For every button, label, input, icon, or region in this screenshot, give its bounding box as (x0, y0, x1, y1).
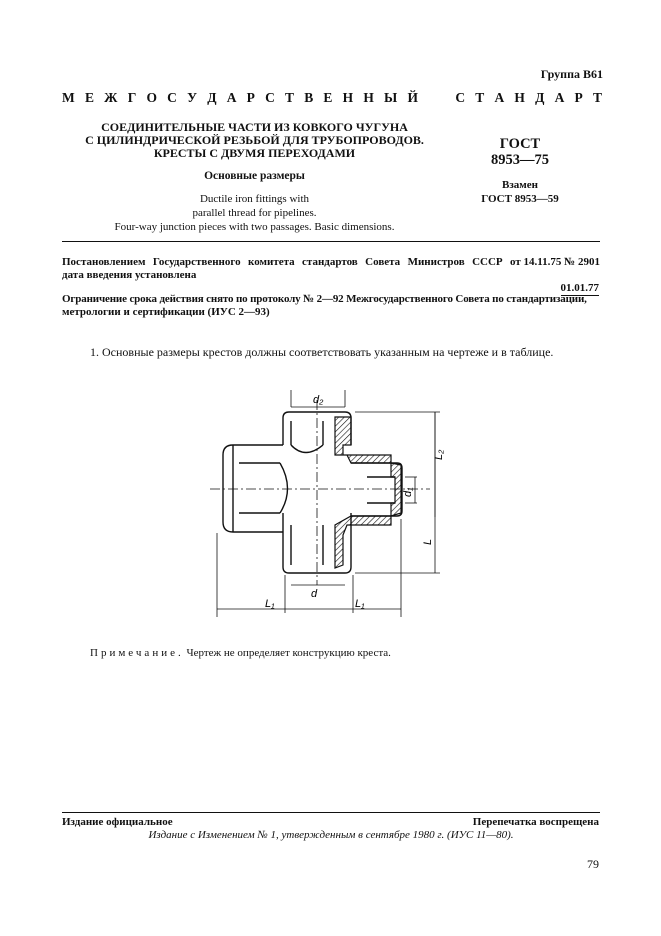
header-letter: Д (535, 90, 545, 105)
title-ru-subtitle: Основные размеры (204, 170, 305, 182)
header-letter: А (226, 90, 237, 105)
title-en-line-2: parallel thread for pipelines. (192, 207, 317, 219)
section-hatch-bottom (335, 516, 391, 568)
header-letter: Д (207, 90, 217, 105)
decree-line-2: дата введения установлена (62, 269, 197, 281)
decree-date-number: от 14.11.75 № 2901 (510, 256, 600, 268)
section-hatch-right (391, 463, 401, 516)
note (90, 647, 391, 659)
header-letter: А (554, 90, 565, 105)
header-letter: Р (574, 90, 583, 105)
section-hatch-top (335, 417, 391, 463)
paragraph-1: 1. Основные размеры крестов должны соответствовать указанным на чертеже и в таблице. (90, 345, 554, 359)
header-letter: Р (246, 90, 255, 105)
header-letter: С (265, 90, 275, 105)
header-letter: О (146, 90, 157, 105)
label-l1-left: L₁ (265, 598, 275, 610)
footer-reprint-prohibited: Перепечатка воспрещена (472, 816, 599, 828)
footer-divider (62, 812, 600, 813)
header-letter: Н (363, 90, 374, 105)
header-letter: А (494, 90, 505, 105)
label-l2: L₂ (433, 449, 445, 460)
header-divider (62, 241, 600, 242)
label-d: d (311, 588, 318, 600)
footer-official-edition: Издание официальное (62, 816, 173, 828)
title-block (62, 121, 447, 234)
header-letter: Е (323, 90, 333, 105)
restriction-line-2: метрологии и сертификации (ИУС 2—93) (62, 306, 270, 318)
header-letter: Г (127, 90, 137, 105)
header-letter: Ы (384, 90, 398, 105)
restriction (62, 293, 600, 319)
header-letter: Т (285, 90, 295, 105)
header-letter: Н (342, 90, 354, 105)
header-letter: Е (84, 90, 94, 105)
introduction-date: 01.01.77 (560, 282, 599, 294)
footer-amendment: Издание с Изменением № 1, утвержденным в сентябре 1980 г. (ИУС 11—80). (148, 829, 514, 841)
gost-number: 8953—75 (491, 152, 549, 168)
header-letter: С (167, 90, 177, 105)
decree-line-1 (62, 256, 600, 269)
title-ru-line-3: КРЕСТЫ С ДВУМЯ ПЕРЕХОДАМИ (153, 146, 356, 160)
header-letter: Т (592, 90, 602, 105)
label-l: L (422, 538, 434, 545)
label-d2: d₂ (313, 394, 324, 406)
fitting-outline (223, 412, 402, 573)
label-d1: d₁ (402, 487, 414, 497)
header-letter: Й (407, 90, 418, 105)
gost-block (455, 136, 585, 206)
title-en-line-3: Four-way junction pieces with two passages. Basic dimensions. (114, 221, 395, 233)
decree-word-2: Государственного (152, 256, 241, 268)
group-label: Группа В61 (540, 67, 603, 81)
decree-word-3: комитета (248, 256, 295, 268)
note-text: Чертеж не определяет конструкцию креста. (186, 647, 391, 659)
header-letter: М (62, 90, 75, 105)
header-letter (442, 90, 445, 106)
decree-word-4: стандартов (302, 256, 358, 268)
header-letter (428, 90, 431, 106)
decree-word-7: СССР (472, 256, 503, 268)
page-number: 79 (587, 857, 599, 871)
header-letter: С (455, 90, 466, 105)
decree-word-5: Совета (365, 256, 401, 268)
dimension-lines (217, 390, 440, 617)
decree-word-6: Министров (407, 256, 465, 268)
header-letter: Т (475, 90, 485, 105)
decree (62, 256, 600, 282)
replaces-label: Взамен (502, 179, 538, 191)
title-en-line-1: Ductile iron fittings with (199, 193, 310, 205)
header-letter: Ж (104, 90, 118, 105)
title-ru-line-2: С ЦИЛИНДРИЧЕСКОЙ РЕЗЬБОЙ ДЛЯ ТРУБОПРОВОДОВ. (85, 133, 424, 147)
interstate-standard-header (62, 90, 602, 106)
title-ru-line-1: СОЕДИНИТЕЛЬНЫЕ ЧАСТИ ИЗ КОВКОГО ЧУГУНА (101, 120, 408, 134)
note-label: Примечание. (90, 647, 184, 659)
replaces-value: ГОСТ 8953—59 (481, 193, 559, 205)
header-letter: У (187, 90, 198, 105)
label-l1-right: L₁ (355, 598, 365, 610)
cross-fitting-drawing (195, 385, 465, 625)
header-letter: Н (514, 90, 525, 105)
decree-word-1: Постановлением (62, 256, 146, 268)
header-letter: В (304, 90, 314, 105)
restriction-line-1: Ограничение срока действия снято по протоколу № 2—92 Межгосударственного Совета по стандартизации, (62, 293, 587, 305)
gost-name: ГОСТ (499, 136, 541, 152)
